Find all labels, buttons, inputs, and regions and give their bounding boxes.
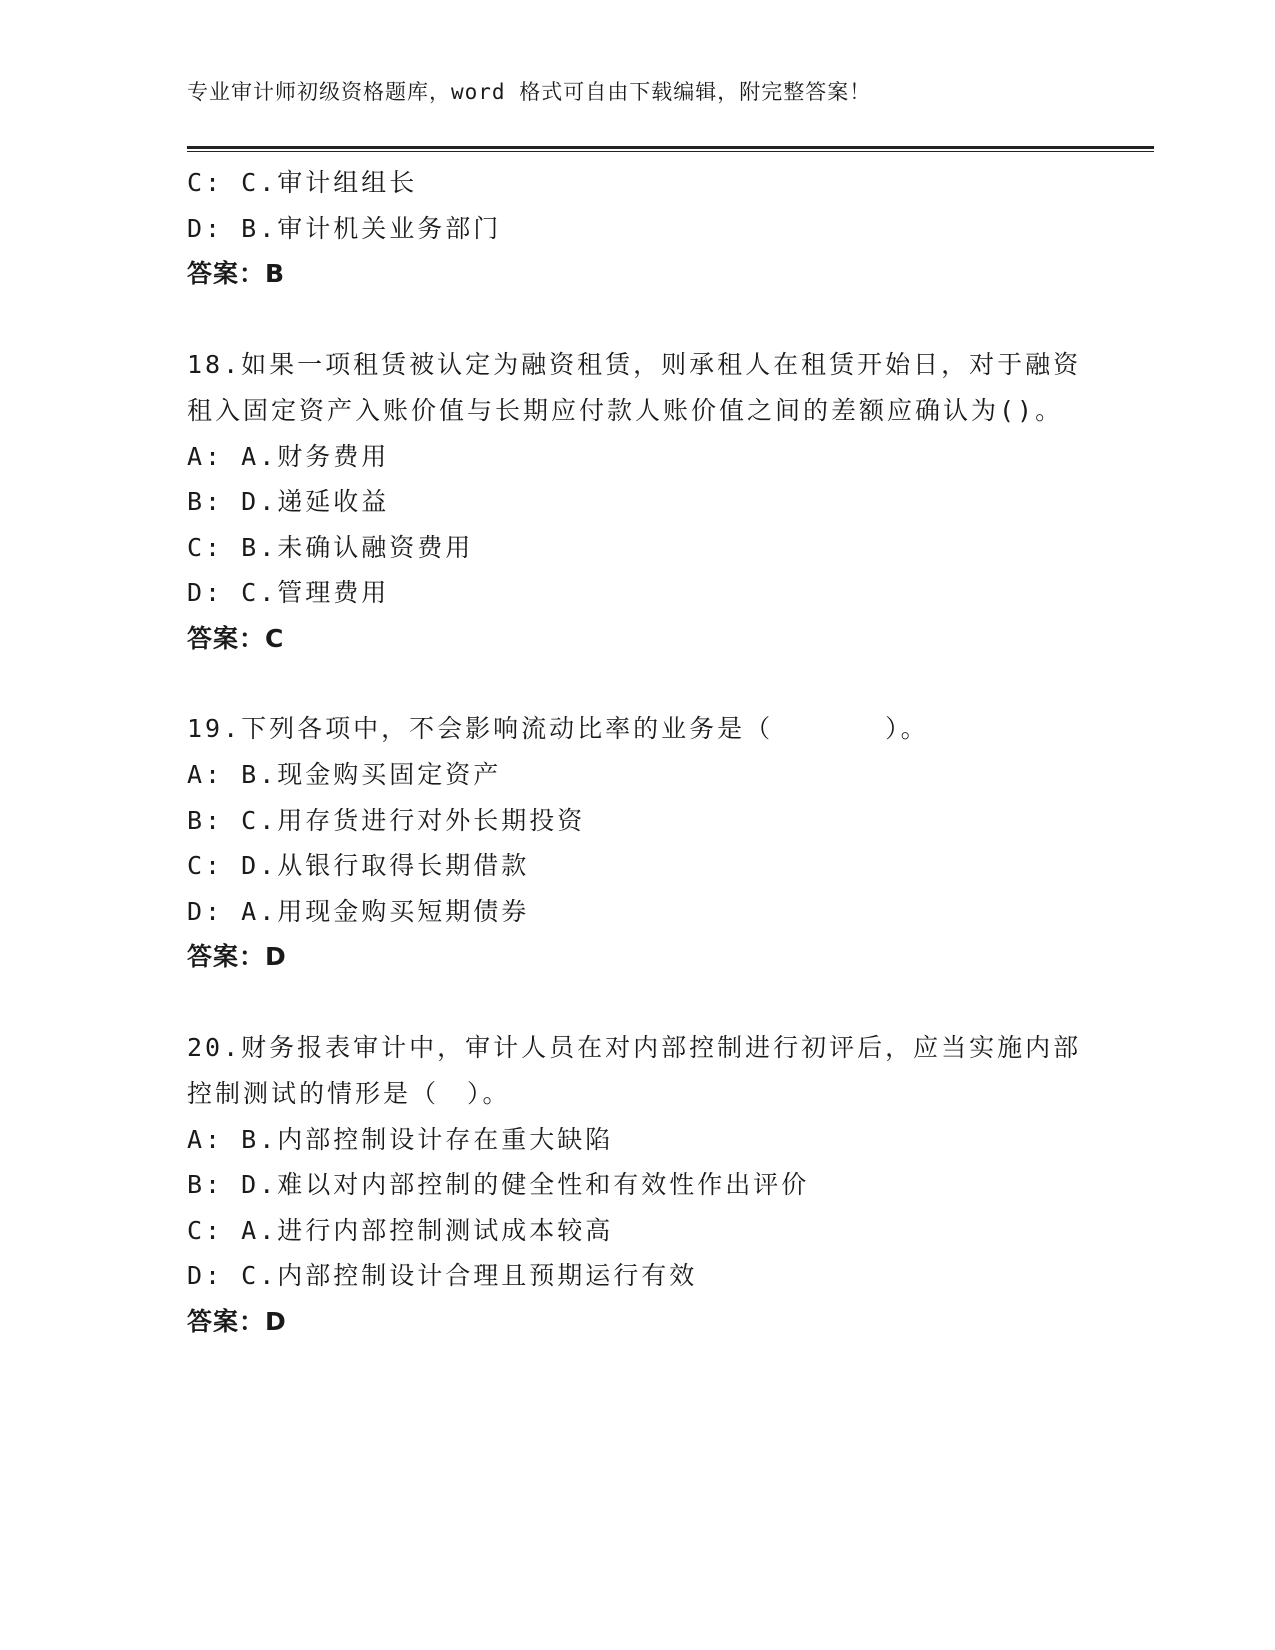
option-d: D: B.审计机关业务部门	[187, 213, 502, 243]
spacer	[187, 297, 1087, 342]
option-c: C: C.审计组组长	[187, 168, 418, 197]
option-b: B: C.用存货进行对外长期投资	[187, 805, 586, 835]
document-body	[187, 160, 1087, 1344]
previous-question-tail	[187, 160, 1087, 297]
answer-line: 答案：D	[187, 1306, 287, 1336]
question-20	[187, 1025, 1087, 1345]
option-c: C: A.进行内部控制测试成本较高	[187, 1215, 614, 1245]
option-a: A: B.现金购买固定资产	[187, 760, 502, 789]
option-b: B: D.难以对内部控制的健全性和有效性作出评价	[187, 1170, 810, 1199]
page-header: 专业审计师初级资格题库，word 格式可自由下载编辑，附完整答案！	[187, 80, 872, 104]
option-a: A: A.财务费用	[187, 441, 390, 471]
question-stem: 20.财务报表审计中，审计人员在对内部控制进行初评后，应当实施内部控制测试的情形是（ ）。	[187, 1032, 1082, 1108]
question-stem: 18.如果一项租赁被认定为融资租赁，则承租人在租赁开始日，对于融资租入固定资产入账价值与长期应付款人账价值之间的差额应确认为()。	[187, 349, 1082, 425]
answer-line: 答案：C	[187, 623, 285, 653]
option-c: C: D.从银行取得长期借款	[187, 851, 530, 880]
answer-line: 答案：B	[187, 259, 286, 288]
question-18	[187, 342, 1087, 662]
option-c: C: B.未确认融资费用	[187, 532, 474, 562]
option-a: A: B.内部控制设计存在重大缺陷	[187, 1124, 614, 1154]
option-d: D: C.管理费用	[187, 578, 390, 607]
option-d: D: C.内部控制设计合理且预期运行有效	[187, 1261, 698, 1290]
question-19	[187, 706, 1087, 980]
option-b: B: D.递延收益	[187, 487, 390, 516]
answer-line: 答案：D	[187, 942, 287, 971]
spacer	[187, 661, 1087, 706]
option-d: D: A.用现金购买短期债券	[187, 896, 530, 926]
spacer	[187, 980, 1087, 1025]
question-stem: 19.下列各项中，不会影响流动比率的业务是（ ）。	[187, 714, 929, 743]
header-divider	[187, 146, 1154, 152]
